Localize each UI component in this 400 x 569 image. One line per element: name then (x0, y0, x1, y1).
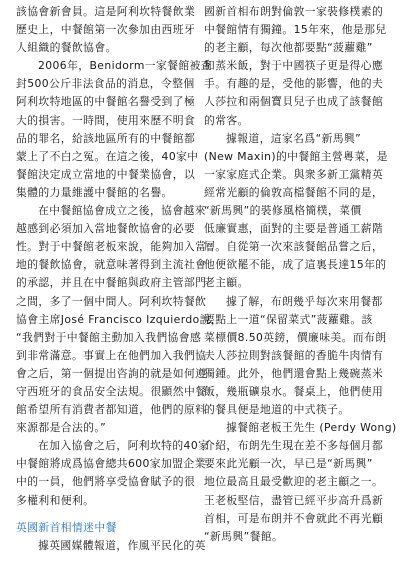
left-column (16, 3, 223, 555)
text-line: 國新首相布朗對倫敦一家裝修樸素的 (204, 5, 384, 18)
right-column (204, 3, 397, 546)
paragraph (204, 293, 387, 420)
text-line: 他便欲罷不能，成了這裏長達15年的 (204, 258, 387, 272)
text-line: 據了解，布朗幾乎每次來用餐都 (226, 294, 383, 308)
paragraph (204, 130, 388, 293)
section-gap (16, 510, 196, 519)
text-line: (New Maxin)的中餐館主營粵菜，是 (204, 149, 388, 163)
text-line: “我們對于中餐館主動加入我們協會感 (16, 330, 202, 344)
text-line: 地位最高且最受歡迎的老主顧之一。 (204, 475, 384, 489)
text-line: 要點上一道“保留菜式”菠蘿雞。該 (204, 312, 373, 326)
text-line: 在中餐館協會成立之後，協會越來 (38, 204, 206, 218)
text-line: 該協會新會員。這是阿利坎特餐飲業 (16, 5, 196, 18)
text-line: 守西班牙的食品安全法規。很顯然中餐 (16, 384, 207, 398)
paragraph (16, 3, 196, 57)
text-line: 的老主顧，每次他都要點“菠蘿雞” (204, 41, 373, 55)
text-line: 封500公斤非法食品的消息，令整個 (16, 77, 195, 91)
text-line: 的承認，并且在中餐館與政府主管部門 (16, 276, 207, 290)
text-line: 協會主席José Francisco Izquierdo說， (16, 312, 223, 326)
text-line: 的餐具便是地道的中式筷子。 (204, 403, 350, 417)
text-line: 的常客。 (204, 113, 249, 127)
text-line: 館希望所有消費者都知道，他們的原料 (16, 403, 207, 417)
text-line: 餐館決定成立當地的中餐業協會，以 (16, 167, 196, 181)
text-line: 大的損害。一時間，使用來歷不明食 (16, 113, 196, 127)
text-line: 據報道，這家名爲“新馬興” (226, 131, 362, 145)
text-line: 菜標價8.50英鎊，價廉味美。而布朗 (204, 330, 387, 344)
text-line: 蒙上了不白之冤。在這之後，40家中 (16, 149, 199, 163)
text-line: 層。自從第一次來該餐館品嘗之后， (204, 240, 384, 254)
text-line: “新馬興”餐館。 (204, 529, 284, 543)
section-subheading: 英國新首相情迷中餐 (16, 520, 117, 534)
text-line: 品的罪名，給該地區所有的中餐館都 (16, 131, 196, 145)
text-line: 2006年，Benidorm一家餐館被查 (38, 59, 212, 73)
text-line: 一家家庭式企業。與衆多新工黨精英 (204, 167, 384, 181)
text-line: 中的一員，他們將享受協會賦予的很 (16, 475, 196, 489)
text-line: 多權利和便利。 (16, 493, 95, 507)
text-line: 要來此光顧一次，早已是“新馬興” (204, 457, 373, 471)
text-line: 獨鍾。此外，他們還會點上幾碗蒸米 (204, 366, 384, 380)
text-line: 人組織的餐飲協會。 (16, 41, 117, 55)
text-line: 來源都是合法的。” (16, 421, 107, 435)
text-line: 經常光顧的倫敦高檔餐館不同的是， (204, 185, 384, 199)
text-line: 據餐館老板王先生 (Perdy Wong) (226, 421, 397, 435)
text-line: 介紹，布朗先生現在差不多每個月都 (204, 439, 384, 453)
text-line: 中餐館將成爲協會總共600家加盟企業 (16, 457, 206, 471)
text-line: 到非常滿意。事實上在他們加入我們協 (16, 348, 207, 362)
paragraph (16, 57, 212, 202)
text-line: 歷史上，中餐館第一次參加由西班牙 (16, 23, 196, 37)
text-line: 越感到必須加入當地餐飲協會的必要 (16, 222, 196, 236)
text-line: 和蒸米飯，對于中國筷子更是得心應 (204, 59, 384, 73)
text-line: 夫人莎拉則對該餐館的香脆牛肉情有 (204, 348, 384, 362)
text-line: 王老板堅信，盡管已經平步高升爲新 (204, 493, 384, 507)
paragraph (16, 437, 210, 509)
text-line: 飯，幾瓶礦泉水。餐桌上，他們使用 (204, 384, 384, 398)
text-line: 老主顧。 (204, 276, 249, 290)
text-line: 在加入協會之后，阿利坎特的40家 (38, 439, 210, 453)
text-line: 中餐館情有獨鐘。15年來，他是那兒 (204, 23, 387, 37)
text-line: “新馬興”的裝修風格簡樸，菜價 (204, 204, 362, 218)
text-line: 會之后，第一個提出咨詢的就是如何遵 (16, 366, 207, 380)
text-line: 人莎拉和兩個寶貝兒子也成了該餐館 (204, 95, 384, 109)
text-line: 低廉實惠，面對的主要是普通工薪階 (204, 222, 384, 236)
text-line: 手。有趣的是，受他的影響，他的夫 (204, 77, 384, 91)
paragraph (16, 202, 223, 437)
text-line: 性。對于中餐館老板來說，能夠加入當 (16, 240, 207, 254)
text-line: 地的餐飲協會，就意味著得到主流社會 (16, 258, 207, 272)
text-line: 首相，可是布朗并不會就此不再光顧 (204, 511, 384, 525)
text-line: 之間，多了一個中間人。阿利坎特餐飲 (16, 294, 207, 308)
text-line: 據英國媒體報道，作風平民化的英 (38, 538, 206, 552)
text-line: 集體的力量維護中餐館的名譽。 (16, 185, 173, 199)
paragraph (204, 419, 397, 546)
paragraph (204, 3, 387, 130)
paragraph (16, 537, 206, 555)
text-line: 阿利坎特地區的中餐館名譽受到了極 (16, 95, 196, 109)
